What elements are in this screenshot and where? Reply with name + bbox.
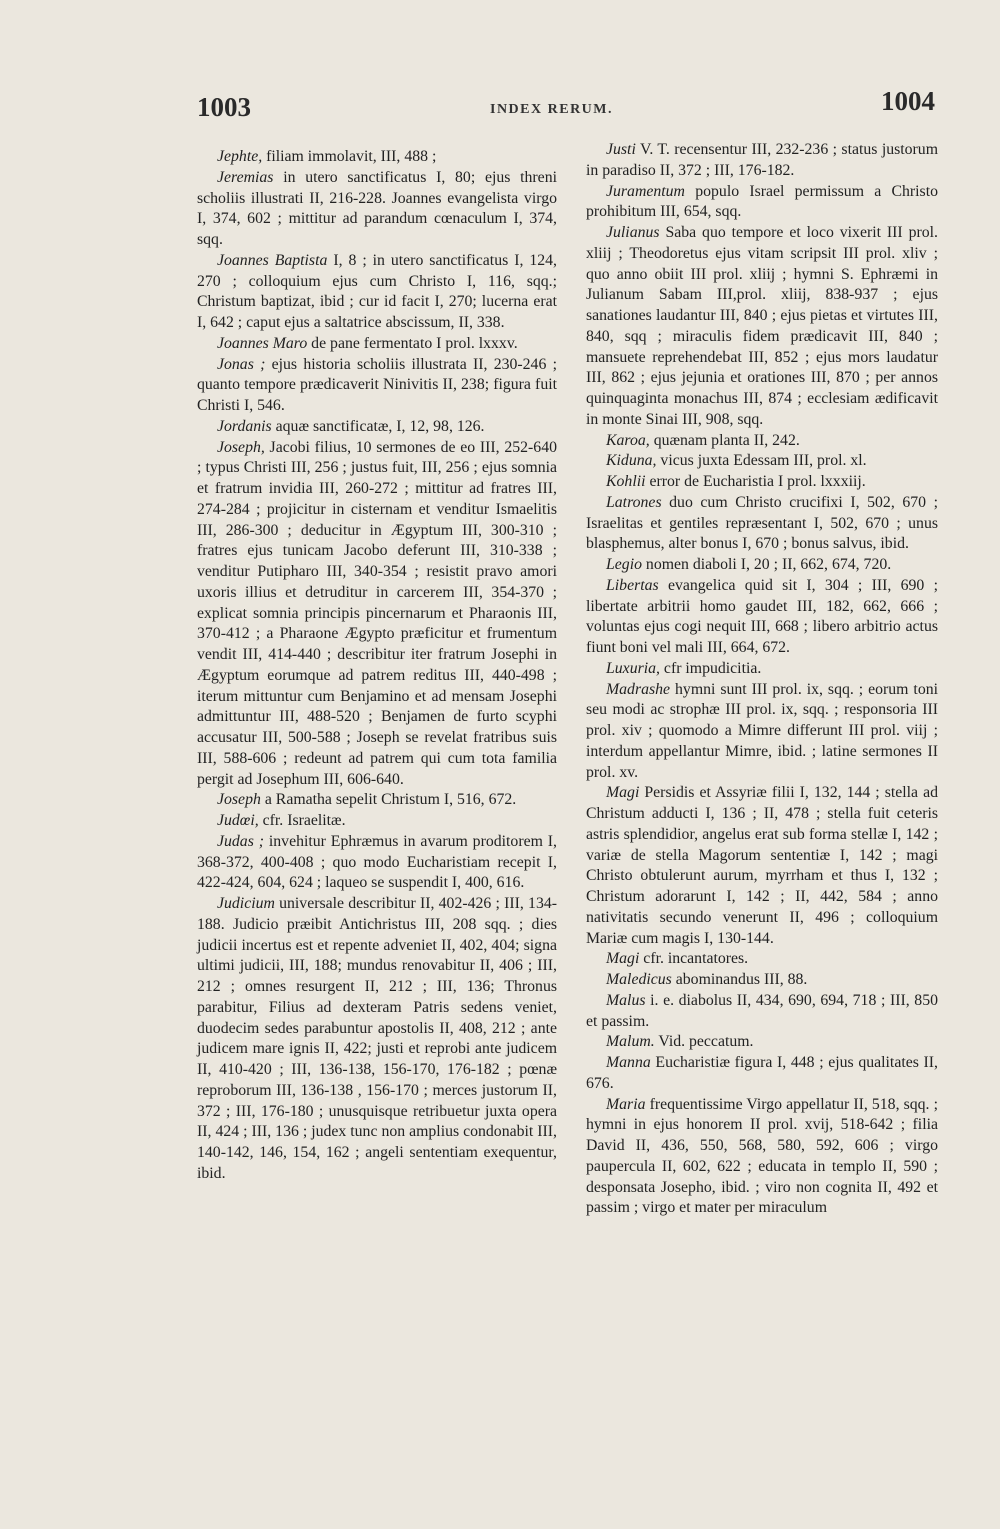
entry-text: duo cum Christo crucifixi I, 502, 670 ; Israelitas et gentiles repræsentant I, 502, 670 ; unus blasphemus, alter bonus I, 670 ; bonus salvus, ibid. xyxy=(586,493,938,553)
index-entry xyxy=(586,223,938,431)
entry-heading: Latrones xyxy=(606,493,662,511)
entry-text: in utero sanctificatus I, 80; ejus threni scholiis illustrati II, 216-228. Joannes evangelista virgo I, 374, 602 ; mittitur ad parandum cœnaculum I, 374, sqq. xyxy=(197,168,557,248)
entry-text: Jacobi filius, 10 sermones de eo III, 252-640 ; typus Christi III, 256 ; justus fuit, III, 256 ; ejus somnia et fratrum invidia III, 260-272 ; mittitur ad fratres III, 274-284 ; projicitur in cisternam et venditur Ismaelitis III, 286-300 ; deducitur in Ægyptum III, 300-310 ; fratres ejus tunicam Jacobo deferunt III, 310-338 ; venditur Putipharo III, 340-354 ; resistit pravo amori uxoris illius et detruditur in carcerem III, 354-370 ; explicat somnia principis pincernarum et Pharaonis III, 370-412 ; a Pharaone Ægypto præficitur et frumentum vendit III, 414-440 ; describitur iter fratrum Josephi in Ægyptum eorumque ad patrem reditus III, 440-498 ; iterum mittuntur cum Benjamino et ad mensam Josephi admittuntur III, 488-520 ; Benjamen de furto scyphi accusatur III, 500-588 ; Joseph se revelat fratribus suis III, 588-606 ; redeunt ad patrem qui cum tota familia pergit ad Josephum III, 606-640. xyxy=(197,438,557,788)
index-entry xyxy=(586,472,938,493)
entry-heading: Luxuria, xyxy=(606,659,660,677)
index-entry xyxy=(586,1053,938,1095)
left-column xyxy=(197,147,557,1185)
entry-heading: Madrashe xyxy=(606,680,671,698)
entry-text: abominandus III, 88. xyxy=(671,971,808,988)
entry-text: populo Israel permissum a Christo prohibitum III, 654, sqq. xyxy=(586,182,938,221)
index-entry xyxy=(197,811,557,832)
entry-heading: Libertas xyxy=(606,576,659,594)
entry-heading: Karoa, xyxy=(606,431,650,449)
index-entry xyxy=(586,140,938,182)
entry-text: universale describitur II, 402-426 ; III, 134-188. Judicio præibit Antichristus III, 208 sqq. ; dies judicii incertus est et repente adveniet II, 402, 404; signa ultimi judicii, III, 188; mundus renovabitur II, 406 ; III, 212 ; omnes resurgent II, 212 ; III, 136; Thronus parabitur, Filius ad dexteram Patris sedens veniet, duodecim sedes parabuntur apostolis II, 408, 212 ; ante judicem mare ignis II, 422; justi et reprobi ante judicem II, 410-420 ; III, 136-138, 156-170, 176-182 ; pœnæ reproborum III, 136-138 , 156-170 ; merces justorum II, 372 ; III, 176-180 ; unusquisque retribuetur juxta opera II, 424 ; III, 136 ; judex tunc non amplius condonabit III, 140-142, 146, 154, 162 ; angeli sententiam exequentur, ibid. xyxy=(197,895,557,1182)
entry-heading: Juramentum xyxy=(606,182,685,200)
entry-heading: Judœi, xyxy=(217,812,259,829)
entry-heading: Joannes Baptista xyxy=(217,251,328,269)
index-entry xyxy=(586,991,938,1033)
entry-heading: Magi xyxy=(606,950,640,968)
entry-text: de pane fermentato I prol. lxxxv. xyxy=(307,334,518,352)
index-entry xyxy=(586,182,938,224)
entry-text: I, 8 ; in utero sanctificatus I, 124, 270 ; colloquium ejus cum Christo I, 116, sqq.; Christum baptizat, ibid ; cur id facit I, 270; lucerna erat I, 642 ; caput ejus a saltatrice abscissum, II, 338. xyxy=(197,251,557,331)
entry-heading: Kohlii xyxy=(606,473,646,490)
entry-heading: Malum. xyxy=(606,1033,655,1051)
entry-heading: Malus xyxy=(606,991,646,1009)
entry-text: invehitur Ephræmus in avarum proditorem I, 368-372, 400-408 ; quo modo Eucharistiam recepit I, 422-424, 604, 624 ; laqueo se suspendit I, 400, 616. xyxy=(197,832,557,892)
entry-heading: Joseph xyxy=(217,791,261,809)
index-entry xyxy=(586,783,938,949)
index-entry xyxy=(197,417,557,438)
index-entry xyxy=(586,680,938,784)
entry-text: cfr. incantatores. xyxy=(639,950,749,968)
entry-text: Eucharistiæ figura I, 448 ; ejus qualitates II, 676. xyxy=(586,1054,938,1092)
entry-heading: Maledicus xyxy=(606,971,672,988)
entry-text: evangelica quid sit I, 304 ; III, 690 ; libertate arbitrii homo gaudet III, 182, 662, 666 ; voluntas ejus cogi nequit III, 668 ; libero arbitrio actus fiunt boni vel mali III, 664, 672. xyxy=(586,576,938,656)
right-page-number: 1004 xyxy=(881,86,935,116)
entry-heading: Manna xyxy=(606,1054,651,1071)
entry-text: cfr impudicitia. xyxy=(659,659,762,677)
entry-heading: Jonas ; xyxy=(217,355,266,373)
entry-text: a Ramatha sepelit Christum I, 516, 672. xyxy=(260,791,517,809)
entry-text: error de Eucharistia I prol. lxxxiij. xyxy=(645,473,866,490)
index-entry xyxy=(197,790,557,811)
entry-heading: Judicium xyxy=(217,895,275,912)
entry-heading: Judas ; xyxy=(217,832,264,850)
entry-heading: Magi xyxy=(606,784,640,802)
index-entry xyxy=(586,576,938,659)
entry-heading: Kiduna, xyxy=(606,452,657,470)
entry-heading: Julianus xyxy=(606,224,660,241)
entry-text: Vid. peccatum. xyxy=(654,1033,754,1051)
index-entry xyxy=(197,894,557,1185)
entry-heading: Joannes Maro xyxy=(217,334,308,352)
entry-heading: Jephte, xyxy=(217,148,263,165)
entry-text: filiam immolavit, III, 488 ; xyxy=(262,148,437,165)
index-entry xyxy=(197,168,557,251)
index-entry xyxy=(197,147,557,168)
entry-text: cfr. Israelitæ. xyxy=(258,812,346,829)
entry-text: quænam planta II, 242. xyxy=(649,431,800,449)
entry-heading: Jeremias xyxy=(217,168,274,186)
entry-text: aquæ sanctificatæ, I, 12, 98, 126. xyxy=(271,417,485,435)
entry-text: frequentissime Virgo appellatur II, 518, sqq. ; hymni in ejus honorem II prol. xvij, 518-642 ; filia David II, 436, 550, 568, 580, 592, 606 ; virgo paupercula II, 602, 622 ; educata in templo II, 590 ; desponsata Josepho, ibid. ; viro non cognita II, 492 et passim ; virgo et mater per miraculum xyxy=(586,1095,938,1217)
entry-text: ejus historia scholiis illustrata II, 230-246 ; quanto tempore prædicaverit Ninivitis II, 238; figura fuit Christi I, 546. xyxy=(197,355,557,414)
index-entry xyxy=(586,493,938,555)
entry-text: hymni sunt III prol. ix, sqq. ; eorum toni seu modi ac strophæ III prol. ix, sqq. ; responsoria III prol. xiv ; quomodo a Mimre differunt III prol. viij ; interdum appellantur Mimre, ibid. ; latine sermones II prol. xv. xyxy=(586,680,938,781)
entry-text: i. e. diabolus II, 434, 690, 694, 718 ; III, 850 et passim. xyxy=(586,991,938,1030)
index-entry xyxy=(197,251,557,334)
index-entry xyxy=(586,1095,938,1220)
index-entry xyxy=(586,451,938,472)
entry-heading: Jordanis xyxy=(217,417,272,435)
index-entry xyxy=(586,949,938,970)
entry-text: V. T. recensentur III, 232-236 ; status justorum in paradiso II, 372 ; III, 176-182. xyxy=(586,141,938,179)
index-entry xyxy=(586,1032,938,1053)
entry-text: Persidis et Assyriæ filii I, 132, 144 ; stella ad Christum adducti I, 136 ; II, 478 ; stella fuit ceteris astris splendidior, angelus erat sub forma stellæ I, 142 ; variæ de stella Magorum sententiæ I, 142 ; magi Christo obtulerunt aurum, myrrham et thus I, 132 ; Christum adorarunt I, 142 ; II, 442, 584 ; anno nativitatis secundo venerunt II, 496 ; colloquium Mariæ cum magis I, 130-144. xyxy=(586,784,938,947)
index-entry xyxy=(197,334,557,355)
entry-heading: Justi xyxy=(606,141,636,158)
index-entry xyxy=(586,555,938,576)
entry-heading: Maria xyxy=(606,1095,646,1113)
entry-heading: Joseph, xyxy=(217,438,265,456)
right-column xyxy=(586,140,938,1219)
index-entry xyxy=(586,659,938,680)
left-page-number: 1003 xyxy=(197,92,251,122)
entry-text: vicus juxta Edessam III, prol. xl. xyxy=(656,452,867,470)
entry-heading: Legio xyxy=(606,556,642,573)
index-entry xyxy=(586,431,938,452)
index-entry xyxy=(197,438,557,791)
index-entry xyxy=(197,832,557,894)
running-title: INDEX RERUM. xyxy=(490,102,613,117)
entry-text: Saba quo tempore et loco vixerit III prol. xliij ; Theodoretus ejus vitam scripsit III prol. xliv ; quo anno obiit III prol. xliij ; hymni S. Ephræmi in Julianum Sabam III,prol. xliij, 838-937 ; ejus sanationes laudantur III, 840 ; ejus pietas et virtutes III, 840, sqq ; miraculis fidem prædicavit III, 840 ; mansuete reprehendebat III, 852 ; ejus mors laudatur III, 862 ; ejus jejunia et orationes III, 870 ; per annos quinquaginta monachus III, 874 ; ecclesiam ædificavit in monte Sinai III, 908, sqq. xyxy=(586,224,938,428)
entry-text: nomen diaboli I, 20 ; II, 662, 674, 720. xyxy=(641,556,892,573)
index-entry xyxy=(586,970,938,991)
index-entry xyxy=(197,355,557,417)
